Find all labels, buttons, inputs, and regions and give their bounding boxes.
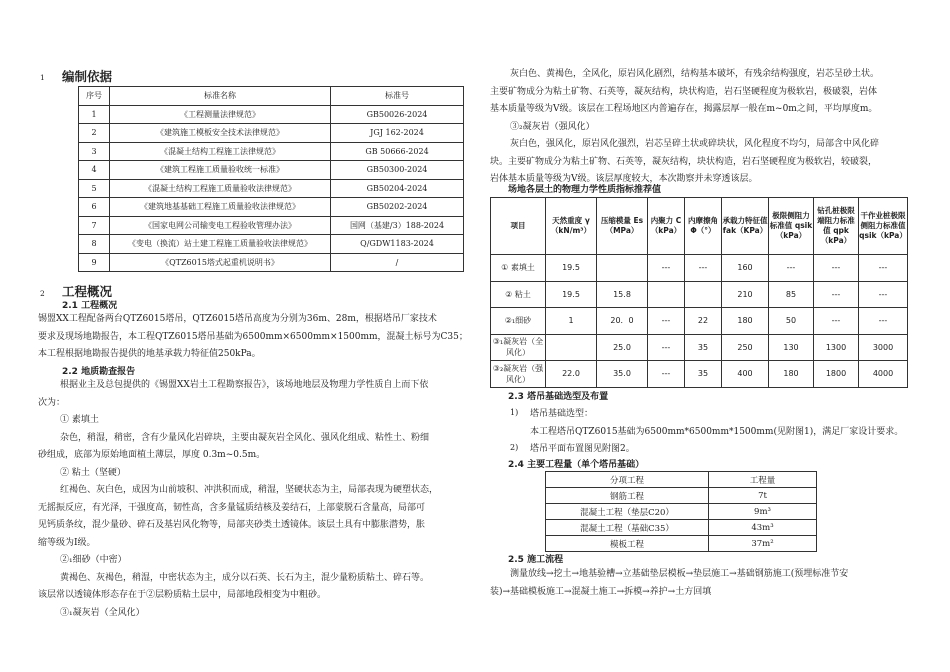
table-cell: 400 — [722, 361, 769, 388]
table-cell: 43m³ — [709, 520, 817, 536]
table-cell: 15.8 — [597, 281, 648, 308]
standards-table-header — [79, 87, 464, 106]
table-cell: 《混凝土结构工程施工质量验收法律规范》 — [110, 179, 331, 198]
table-row — [491, 255, 908, 282]
layer-title: ② 粘土（坚硬） — [60, 467, 126, 478]
table-cell: 160 — [722, 255, 769, 282]
table-cell: GB50204-2024 — [331, 179, 464, 198]
table-cell: 1800 — [814, 361, 859, 388]
col-header: 标准名称 — [110, 87, 331, 106]
section-2-3-title: 2.3 塔吊基础选型及布置 — [508, 392, 609, 402]
text-line: 根据业主及总包提供的《锡盟XX岩土工程勘察报告》，该场地地层及物理力学性质自上而下依 — [60, 380, 429, 390]
table-cell: 3000 — [859, 334, 908, 361]
table-cell: ③₁凝灰岩（全风化） — [491, 334, 546, 361]
workload-table-body — [546, 488, 817, 552]
table-cell: 4 — [79, 161, 110, 180]
text-line: 灰白色、黄褐色，全风化，原岩风化剧烈，结构基本破坏，有残余结构强度，岩芯呈砂土状。 — [510, 69, 880, 79]
table-cell: --- — [814, 308, 859, 335]
layer-title: ① 素填土 — [60, 415, 99, 425]
text-line: 缩等级为Ⅰ级。 — [38, 537, 96, 548]
col-header: 内摩擦角 Φ（°） — [685, 198, 722, 255]
table-cell: ③₂凝灰岩（强风化） — [491, 361, 546, 388]
table-cell: --- — [859, 281, 908, 308]
text-line: 锡盟XX工程配备两台QTZ6015塔吊，QTZ6015塔吊高度为分别为36m、28m，根据塔吊厂家技术 — [38, 314, 437, 324]
table-cell: 19.5 — [546, 281, 597, 308]
table-row — [546, 520, 817, 536]
text-line: 本工程根据地勘报告提供的地基承载力特征值250kPa。 — [38, 349, 261, 359]
geology-paragraph — [38, 377, 468, 622]
table-cell: Q/GDW1183-2024 — [331, 235, 464, 254]
table-cell: --- — [769, 255, 814, 282]
table-cell: 85 — [769, 281, 814, 308]
table-row — [491, 361, 908, 388]
table-cell: 混凝土工程（垫层C20） — [546, 504, 709, 520]
table-cell: 混凝土工程（基础C35） — [546, 520, 709, 536]
table-cell: / — [331, 253, 464, 272]
table-cell: --- — [814, 255, 859, 282]
table-cell: --- — [648, 308, 685, 335]
table-cell: --- — [814, 281, 859, 308]
col-header: 极限侧阻力标准值 qsik（kPa） — [769, 198, 814, 255]
table-cell: 《工程测量法律规范》 — [110, 105, 331, 124]
table-cell — [648, 281, 685, 308]
text-line: 砂组成，底部为原始地面植土薄层，厚度 0.3m~0.5m。 — [38, 450, 266, 460]
text-line: 无摇振反应，有光泽，干强度高，韧性高，含多量锰质结核及姜结石，上部蒙脱石含量高，局部可 — [38, 502, 426, 513]
col-header: 干作业桩极限侧阻力标准值 qsik（kPa） — [859, 198, 908, 255]
phys-table-caption: 场地各层土的物理力学性质指标推荐值 — [508, 185, 662, 195]
table-cell: 1 — [79, 105, 110, 124]
table-cell: 35 — [685, 334, 722, 361]
table-cell: 《混凝土结构工程施工法律规范》 — [110, 142, 331, 161]
table-cell: 9 — [79, 253, 110, 272]
table-row — [546, 536, 817, 552]
table-cell: 8 — [79, 235, 110, 254]
table-cell: GB50026-2024 — [331, 105, 464, 124]
col-header: 序号 — [79, 87, 110, 106]
table-row — [79, 142, 464, 161]
table-cell: --- — [648, 361, 685, 388]
col-header: 天然重度 γ（kN/m³） — [546, 198, 597, 255]
table-cell: 6 — [79, 198, 110, 217]
table-row — [491, 281, 908, 308]
col-header: 内聚力 C （kPa） — [648, 198, 685, 255]
table-cell: 《建筑地基基础工程施工质量验收法律规范》 — [110, 198, 331, 217]
text-line: 测量放线→挖土→地基验槽→立基础垫层模板→垫层施工→基础钢筋施工(预埋标准节安 — [510, 569, 849, 579]
item-text: 塔吊平面布置图见附图2。 — [530, 444, 635, 454]
workload-table — [545, 471, 817, 552]
table-cell: --- — [859, 308, 908, 335]
table-cell — [597, 255, 648, 282]
table-cell: GB50202-2024 — [331, 198, 464, 217]
section-2-4-title: 2.4 主要工程量（单个塔吊基础） — [508, 460, 645, 470]
table-row — [79, 105, 464, 124]
col-header: 工程量 — [709, 472, 817, 488]
text-line: 装)→基础模板施工→混凝土施工→拆模→养护→土方回填 — [490, 586, 712, 597]
table-cell: 210 — [722, 281, 769, 308]
table-row — [546, 488, 817, 504]
table-cell: 2 — [79, 124, 110, 143]
text-line: 主要矿物成分为粘土矿物、石英等，凝灰结构，块状构造，岩石坚硬程度为极软岩，极破裂，岩体 — [490, 86, 878, 97]
table-cell: 9m³ — [709, 504, 817, 520]
table-cell: GB 50666-2024 — [331, 142, 464, 161]
standards-table — [78, 86, 464, 272]
table-row — [546, 504, 817, 520]
table-cell: 《建筑工程施工质量验收统一标准》 — [110, 161, 331, 180]
col-header: 分项工程 — [546, 472, 709, 488]
text-line: 灰白色，强风化，原岩风化强烈，岩芯呈碎土状或碎块状，风化程度不均匀，局部含中风化碎 — [510, 139, 880, 149]
text-line: 红褐色、灰白色，成因为山前坡积、冲洪积而成，稍湿，坚硬状态为主，局部表现为硬塑状态， — [60, 485, 439, 495]
table-cell: 1 — [546, 308, 597, 335]
geology-paragraph-continued — [490, 66, 918, 189]
table-cell: 1300 — [814, 334, 859, 361]
table-row — [79, 124, 464, 143]
phys-table-header — [491, 198, 908, 255]
table-cell: 钢筋工程 — [546, 488, 709, 504]
table-cell: 5 — [79, 179, 110, 198]
table-cell: ② 粘土 — [491, 281, 546, 308]
table-cell: 《变电（换流）站土建工程施工质量验收法律规范》 — [110, 235, 331, 254]
text-line: 块。主要矿物成分为粘土矿物、石英等，凝灰结构，块状构造，岩石坚硬程度为极软岩，较破裂， — [490, 156, 878, 167]
layer-title: ③₁凝灰岩（全风化） — [60, 607, 145, 618]
table-cell: 20．0 — [597, 308, 648, 335]
item-text: 塔吊基础选型： — [530, 409, 594, 419]
table-cell: 35 — [685, 361, 722, 388]
section-2-5-title: 2.5 施工流程 — [508, 555, 564, 565]
col-header: 承载力特征值 fak（KPa） — [722, 198, 769, 255]
item-number: 2) — [510, 443, 519, 452]
table-cell: --- — [859, 255, 908, 282]
table-cell: 《国家电网公司输变电工程验收管理办法》 — [110, 216, 331, 235]
table-row — [491, 334, 908, 361]
text-line: 基本质量等级为Ⅴ级。该层在工程场地区内普遍存在，揭露层厚一般在m~0m之间，平均厚度m。 — [490, 104, 878, 114]
section-2-number: 2 — [40, 289, 45, 298]
table-row — [79, 235, 464, 254]
text-line: 岩体基本质量等级为Ⅴ级。该层厚度较大，本次勘察并未穿透该层。 — [490, 174, 758, 184]
table-cell: --- — [648, 334, 685, 361]
process-paragraph — [490, 566, 918, 601]
table-cell: 《建筑施工模板安全技术法律规范》 — [110, 124, 331, 143]
table-cell: --- — [685, 255, 722, 282]
section-1-title: 编制依据 — [62, 69, 113, 84]
table-row — [79, 253, 464, 272]
table-cell — [685, 281, 722, 308]
table-cell: 37m² — [709, 536, 817, 552]
table-cell: 19.5 — [546, 255, 597, 282]
table-cell: 7t — [709, 488, 817, 504]
col-header: 钻孔桩极限端阻力标准值 qpk（kPa） — [814, 198, 859, 255]
item-text: 本工程塔吊QTZ6015基础为6500mm*6500mm*1500mm(见附图1)，满足厂家设计要求。 — [530, 427, 904, 437]
table-cell: 130 — [769, 334, 814, 361]
text-line: 见钙质条纹，混少量砂、碎石及基岩风化物等，局部夹砂类土透镜体。该层土具有中膨胀潜势，胀 — [38, 520, 426, 530]
table-row — [491, 308, 908, 335]
table-cell: 3 — [79, 142, 110, 161]
overview-paragraph — [38, 311, 468, 364]
table-cell: 250 — [722, 334, 769, 361]
workload-table-header — [546, 472, 817, 488]
table-row — [79, 179, 464, 198]
table-cell: 50 — [769, 308, 814, 335]
table-cell: 模板工程 — [546, 536, 709, 552]
section-1-number: 1 — [40, 73, 45, 82]
table-cell: 180 — [722, 308, 769, 335]
table-cell: GB50300-2024 — [331, 161, 464, 180]
section-2-1-title: 2.1 工程概况 — [62, 301, 118, 311]
phys-table-body — [491, 255, 908, 388]
table-cell: JGJ 162-2024 — [331, 124, 464, 143]
col-header: 标准号 — [331, 87, 464, 106]
section-2-2-title: 2.2 地质勘查报告 — [62, 367, 136, 377]
table-cell: --- — [648, 255, 685, 282]
table-cell — [546, 334, 597, 361]
table-row — [79, 198, 464, 217]
text-line: 要求及现场地勘报告，本工程QTZ6015塔吊基础为6500mm×6500mm×1500mm，混凝土标号为C35； — [38, 331, 468, 342]
standards-table-body — [79, 105, 464, 272]
text-line: 杂色，稍湿，稍密，含有少量风化岩碎块，主要由凝灰岩全风化、强风化组成、粘性土、粉细 — [60, 432, 430, 443]
table-cell: 25.0 — [597, 334, 648, 361]
section-2-title: 工程概况 — [62, 284, 113, 299]
layer-title: ②₁细砂（中密） — [60, 555, 127, 565]
item-number: 1) — [510, 408, 519, 417]
table-cell: 《QTZ6015塔式起重机说明书》 — [110, 253, 331, 272]
table-cell: 7 — [79, 216, 110, 235]
table-cell: 4000 — [859, 361, 908, 388]
text-line: 黄褐色、灰褐色，稍湿，中密状态为主，成分以石英、长石为主，混少量粉质粘土、碎石等。 — [60, 572, 430, 583]
col-header: 压缩模量 Es （MPa） — [597, 198, 648, 255]
table-cell: 22.0 — [546, 361, 597, 388]
col-header: 项目 — [491, 198, 546, 255]
physical-properties-table — [490, 197, 908, 388]
text-line: 该层常以透镜体形态存在于②层粉质粘土层中，局部地段相变为中粗砂。 — [38, 590, 327, 600]
table-row — [79, 161, 464, 180]
table-cell: ① 素填土 — [491, 255, 546, 282]
table-cell: 180 — [769, 361, 814, 388]
table-cell: ②₁细砂 — [491, 308, 546, 335]
table-cell: 国网（基建/3）188-2024 — [331, 216, 464, 235]
layer-title: ③₂凝灰岩（强风化） — [510, 121, 595, 132]
table-cell: 35.0 — [597, 361, 648, 388]
text-line: 次为： — [38, 397, 66, 408]
table-cell: 22 — [685, 308, 722, 335]
table-row — [79, 216, 464, 235]
